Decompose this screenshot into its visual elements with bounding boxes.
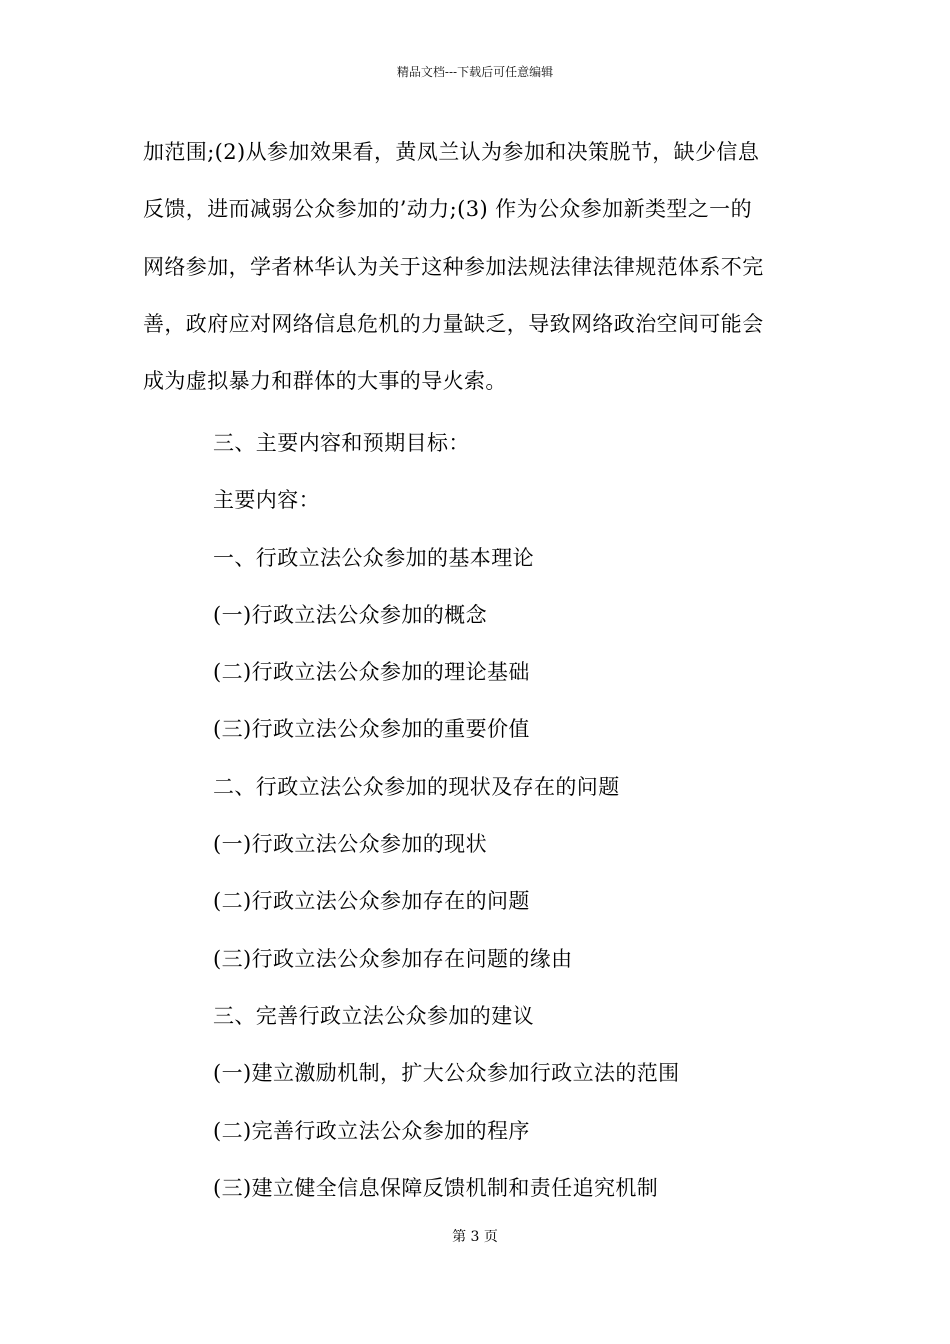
subsection-heading: 主要内容： xyxy=(213,488,320,513)
outline-item: (一)行政立法公众参加的概念 xyxy=(213,602,487,627)
paragraph-line: 加范围;(2)从参加效果看，黄凤兰认为参加和决策脱节，缺少信息 xyxy=(143,140,760,164)
outline-item: (二)行政立法公众参加的理论基础 xyxy=(213,660,530,685)
outline-list xyxy=(213,419,813,1221)
outline-item: (三)建立健全信息保障反馈机制和责任追究机制 xyxy=(213,1175,659,1200)
paragraph-line: 网络参加，学者林华认为关于这种参加法规法律法律规范体系不完 xyxy=(143,254,764,279)
paragraph-line: 成为虚拟暴力和群体的大事的导火索。 xyxy=(143,369,507,394)
outline-item: (三)行政立法公众参加的重要价值 xyxy=(213,717,530,742)
outline-item: (一)行政立法公众参加的现状 xyxy=(213,832,487,857)
paragraph-line: 善，政府应对网络信息危机的力量缺乏，导致网络政治空间可能会 xyxy=(143,311,764,336)
outline-item: 二、行政立法公众参加的现状及存在的问题 xyxy=(213,774,620,799)
outline-item: (三)行政立法公众参加存在问题的缘由 xyxy=(213,946,573,971)
page-number: 第 3 页 xyxy=(452,1229,498,1245)
outline-item: (二)行政立法公众参加存在的问题 xyxy=(213,889,530,914)
outline-item: (一)建立激励机制，扩大公众参加行政立法的范围 xyxy=(213,1061,680,1086)
section-heading: 三、主要内容和预期目标： xyxy=(213,431,470,455)
outline-item: (二)完善行政立法公众参加的程序 xyxy=(213,1118,530,1143)
body-paragraph xyxy=(143,128,811,414)
outline-item: 一、行政立法公众参加的基本理论 xyxy=(213,545,534,570)
paragraph-line: 反馈，进而减弱公众参加的’动力;(3) 作为公众参加新类型之一的 xyxy=(143,197,752,222)
page-header: 精品文档---下载后可任意编辑 xyxy=(396,65,554,79)
outline-item: 三、完善行政立法公众参加的建议 xyxy=(213,1003,534,1028)
